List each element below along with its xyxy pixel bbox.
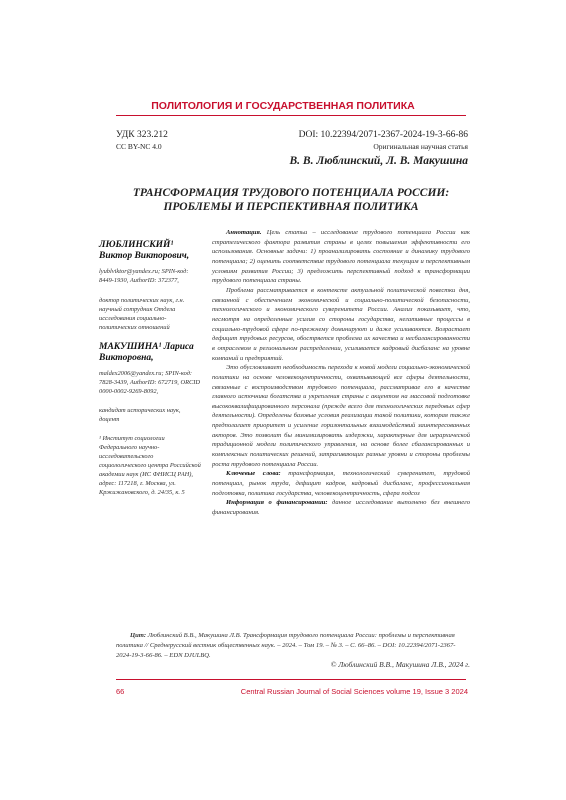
affiliation: ¹ Институт социологии Федерального научно-исследовательского социологического центра Российской академии наук (ИС ФНИСЦ РАН), адрес: 117218, г. Москва, ул. Кржижановского, д. 24/35, к. 5: [99, 435, 201, 496]
keywords-label: Ключевые слова:: [226, 470, 281, 478]
funding-text: данное исследование выполнено без внешнего финансирования.: [212, 499, 471, 517]
authors-line: В. В. Люблинский, Л. В. Макушина: [289, 155, 468, 167]
abstract-block: [212, 228, 470, 518]
keywords-paragraph: [212, 469, 470, 498]
citation-text: Люблинский В.В., Макушина Л.В. Трансформация трудового потенциала России: проблемы и перспективная политика // Среднерусский вестник общественных наук. – 2024. – Том 19. – № 3. – С. 66–86. – DOI: 10.22394/2071-2367-2024-19-3-66-86. – EDN DJULBQ.: [116, 632, 456, 659]
citation-block: [116, 631, 466, 661]
header-divider: [116, 115, 466, 116]
author-2-name: МАКУШИНА¹ Лариса Викторовна,: [99, 342, 194, 363]
funding-label: Информация о финансировании:: [226, 499, 328, 507]
citation-label: Цит:: [130, 632, 147, 639]
author-1-contacts: lyublviktor@yandex.ru; SPIN-код: 8449-1930, AuthorID: 372377,: [99, 268, 189, 284]
author-1-position: доктор политических наук, г.н. научный сотрудник Отдела исследования социально-политических отношений: [99, 297, 185, 331]
doi: DOI: 10.22394/2071-2367-2024-19-3-66-86: [298, 130, 468, 140]
keywords: трансформация, технологический суверенитет, трудовой потенциал, рынок труда, дефицит кадров, кадровый дисбаланс, профессиональная подготовка, политика государства, человекоцентричность, сфера подсоз: [212, 470, 471, 497]
udc-code: УДК 323.212: [116, 130, 168, 140]
article-type: Оригинальная научная статья: [373, 142, 468, 151]
abstract-paragraph-1: [212, 228, 470, 286]
page-number: 66: [116, 687, 125, 696]
abstract-paragraph-2: Проблема рассматривается в контексте актуальной политической повестки дня, связанной с обеспечением экономической и социально-политической безопасности, технологического и экономического суверенитета России. Анализ показывает, что, несмотря на определенные усилия со стороны государства, негативные процессы в социально-трудовой сфере по-прежнему доминируют и даже усиливаются. Возрастает дефицит трудовых ресурсов, обостряется проблема их качества и несбалансированности в отраслевом и региональном распределении, усиливается кадровый дисбаланс на уровне компаний и предприятий.: [212, 286, 470, 362]
abstract-label: Аннотация.: [226, 229, 262, 236]
section-header: ПОЛИТОЛОГИЯ И ГОСУДАРСТВЕННАЯ ПОЛИТИКА: [151, 100, 415, 112]
author-2-position: кандидат исторических наук, доцент: [99, 407, 181, 423]
author-1-name: ЛЮБЛИНСКИЙ¹ Виктор Викторович,: [99, 240, 190, 261]
abstract-paragraph-3: Это обусловливает необходимость перехода к новой модели социально-экономической политики на основе человекоцентричности, охватывающей все сферы деятельности, связанные с воспроизводством трудового потенциала, рассматривае его в качестве главного источника богатства и укрепления страны с акцентом на массовой подготовке высококвалифицированного персонала (прежде всего для технологических передовых сфер деятельности). Определены базовые условия реализации такой политики, которая также предполагает приоритет и усиление горизонтальных взаимодействий заинтересованных акторов. Это позволит бы минимизировать издержки, характерные для иерархической традиционной модели политического управления, на основе более сбалансированных и комплексных политических решений, затрагивающих разные уровни и стороны проблемы роста трудового потенциала России.: [212, 364, 470, 468]
funding-paragraph: [212, 498, 470, 517]
article-title: [116, 186, 466, 214]
author-2-contacts: maldex2006@yandex.ru; SPIN-код: 7828-3439, AuthorID: 672719, ORCID 0000-0002-9269-8092,: [99, 370, 200, 395]
author-sidebar: [99, 240, 201, 497]
copyright: © Люблинский В.В., Макушина Л.В., 2024 г.: [330, 660, 470, 669]
title-line-1: ТРАНСФОРМАЦИЯ ТРУДОВОГО ПОТЕНЦИАЛА РОССИИ:: [132, 187, 450, 199]
footer-divider: [116, 679, 466, 680]
abstract-text-1: Цель статьи – исследование трудового потенциала России как стратегического фактора развития страны в целях повышения эффективности его использования. Основные задачи: 1) проанализировать состояние и динамику трудового потенциала; 2) оценить соответствие трудового потенциала текущим и перспективным условиям развития России; 3) предложить перспективный подход к трансформации трудового потенциала страны.: [212, 229, 470, 285]
title-line-2: ПРОБЛЕМЫ И ПЕРСПЕКТИВНАЯ ПОЛИТИКА: [163, 201, 419, 213]
license: CC BY-NC 4.0: [116, 142, 162, 151]
journal-name: Central Russian Journal of Social Sciences volume 19, Issue 3 2024: [240, 687, 468, 696]
